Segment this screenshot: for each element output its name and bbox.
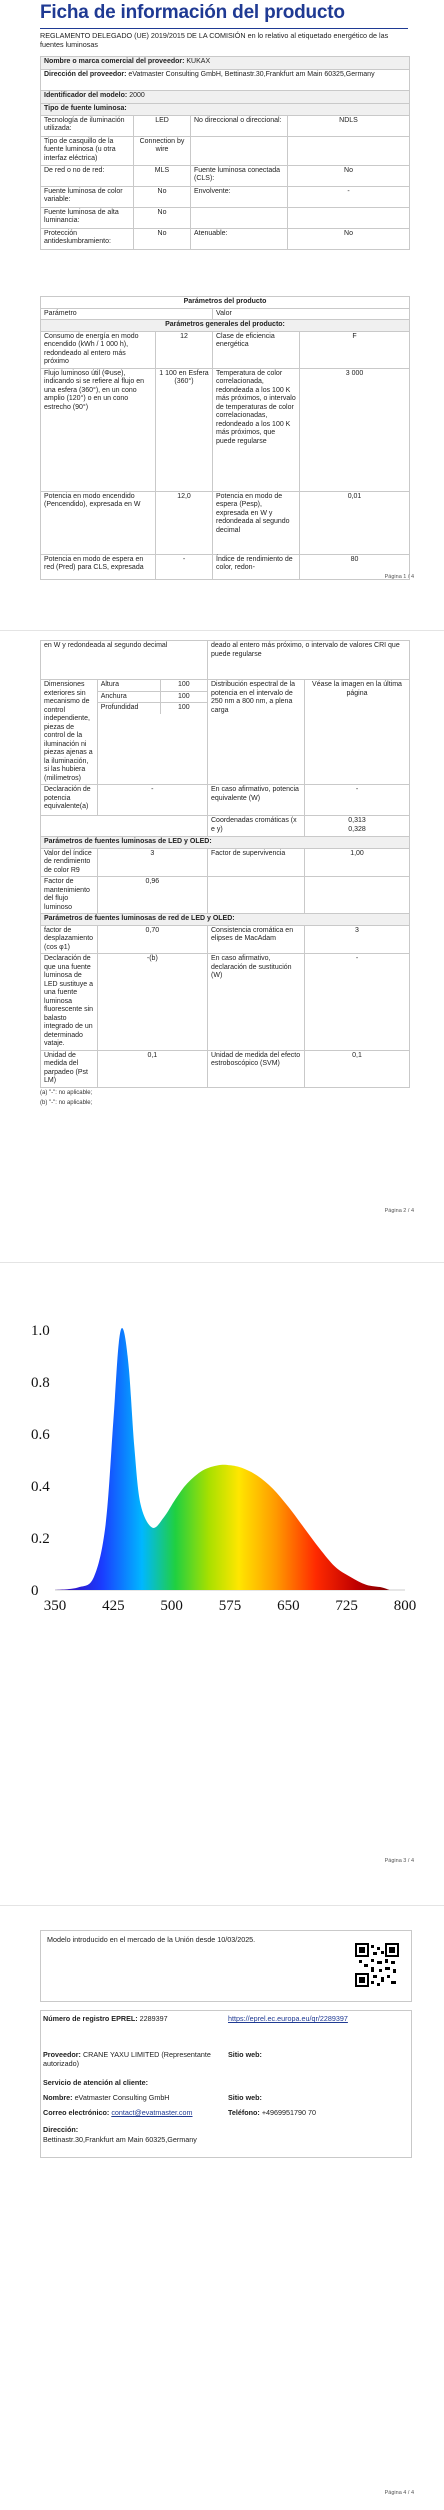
footnote-b: (b) "-": no aplicable; bbox=[40, 1100, 93, 1106]
dim-height-value: 100 bbox=[178, 681, 190, 688]
y-tick-label: 0.8 bbox=[31, 1375, 50, 1391]
mains-row: factor de desplazamiento (cos φ1) 0,70 Consistencia cromática en elipses de MacAdam 3 bbox=[41, 925, 410, 954]
col-value: Valor bbox=[213, 308, 410, 320]
general-row: Flujo luminoso útil (Φuse), indicando si se refiere al flujo en una esfera (360°), en un cono amplio (120°) o en un cono estrecho (90°) 1 100 en Esfera (360°) Temperatura de color correlacionada, redondeada a los 100 K más próximos, o intervalo de temperaturas de color correlacionadas, redondeado a los 100 K más próximos, que puede regularse 3 000 bbox=[41, 368, 410, 491]
email-link[interactable]: contact@evatmaster.com bbox=[111, 2108, 193, 2117]
x-tick-label: 350 bbox=[43, 1598, 67, 1614]
intro-text: Modelo introducido en el mercado de la Unión desde 10/03/2025. bbox=[47, 1935, 256, 1944]
dist-label: Distribución espectral de la potencia en el intervalo de 250 nm a 800 nm, a plena carga bbox=[208, 680, 305, 785]
type-row: Tecnología de iluminación utilizada: LED No direccional o direccional: NDLS bbox=[41, 115, 410, 136]
y-tick-label: 0.6 bbox=[31, 1427, 50, 1443]
general-row: Potencia en modo de espera en red (Pred) para CLS, expresada - Índice de rendimiento de color, redon- 80 bbox=[41, 554, 410, 579]
service-header: Servicio de atención al cliente: bbox=[43, 2078, 149, 2087]
page-separator bbox=[0, 1905, 444, 1906]
dims-label: Dimensiones exteriores sin mecanismo de control independiente, piezas de control de la iluminación ni piezas ajenas a la iluminación, si las hubiera (milímetros) bbox=[44, 681, 93, 782]
x-tick-label: 575 bbox=[218, 1598, 242, 1614]
mains-header: Parámetros de fuentes luminosas de red de LED y OLED: bbox=[41, 914, 410, 926]
eprel-link[interactable]: https://eprel.ec.europa.eu/qr/2289397 bbox=[228, 2014, 348, 2023]
website-label: Sitio web: bbox=[228, 2050, 262, 2059]
type-row: De red o no de red: MLS Fuente luminosa conectada (CLS): No bbox=[41, 165, 410, 186]
address-value: eVatmaster Consulting GmbH, Bettinastr.30,Frankfurt am Main 60325,Germany bbox=[128, 71, 375, 78]
dim-depth-label: Profundidad bbox=[98, 703, 161, 714]
page-2 bbox=[0, 640, 444, 1220]
cont-row: en W y redondeada al segundo decimal deado al entero más próximo, o intervalo de valores CRI que puede regularse bbox=[41, 641, 410, 680]
y-tick-label: 1.0 bbox=[31, 1323, 50, 1339]
led-row: Valor del índice de rendimiento de color R9 3 Factor de supervivencia 1,00 bbox=[41, 848, 410, 877]
page-number: Página 3 / 4 bbox=[384, 1858, 414, 1864]
address-label: Dirección del proveedor: bbox=[44, 71, 127, 78]
x-tick-label: 650 bbox=[277, 1598, 300, 1614]
y-tick-label: 0 bbox=[31, 1583, 39, 1599]
model-value: 2000 bbox=[129, 92, 145, 99]
name-label: Nombre: bbox=[43, 2093, 73, 2102]
page-separator bbox=[0, 1262, 444, 1263]
address-label: Dirección: bbox=[43, 2125, 79, 2134]
address-value: Bettinastr.30,Frankfurt am Main 60325,Germany bbox=[43, 2135, 197, 2144]
provider-label: Proveedor: bbox=[43, 2050, 81, 2059]
page-1 bbox=[0, 0, 444, 585]
general-row: Consumo de energía en modo encendido (kWh / 1 000 h), redondeado al entero más próximo 12 Clase de eficiencia energética F bbox=[41, 331, 410, 368]
led-row: Factor de mantenimiento del flujo luminoso 0,96 bbox=[41, 877, 410, 914]
equiv-row: Declaración de potencia equivalente(a) - En caso afirmativo, potencia equivalente (W) - bbox=[41, 785, 410, 816]
type-header: Tipo de fuente luminosa: bbox=[41, 104, 410, 116]
eprel-label: Número de registro EPREL: bbox=[43, 2014, 138, 2023]
page-number: Página 1 / 4 bbox=[384, 574, 414, 580]
y-tick-label: 0.4 bbox=[31, 1479, 50, 1495]
col-param: Parámetro bbox=[41, 308, 213, 320]
qr-code-icon bbox=[355, 1943, 399, 1987]
model-label: Identificador del modelo: bbox=[44, 92, 128, 99]
spectrum-chart bbox=[0, 1290, 444, 1670]
general-header: Parámetros generales del producto: bbox=[41, 320, 410, 332]
mains-row: Declaración de que una fuente luminosa de LED sustituye a una fuente luminosa fluorescente sin balasto integrado de un determinado vataje. -(b) En caso afirmativo, declaración de sustitución (W) - bbox=[41, 954, 410, 1051]
params-header: Parámetros del producto bbox=[41, 297, 410, 309]
type-row: Tipo de casquillo de la fuente luminosa (u otra interfaz eléctrica) Connection by wire bbox=[41, 136, 410, 165]
x-tick-label: 425 bbox=[102, 1598, 125, 1614]
y-tick-label: 0.2 bbox=[31, 1531, 50, 1547]
brand-value: KUKAX bbox=[186, 58, 211, 65]
dim-height-label: Altura bbox=[98, 680, 161, 691]
regulation-text: REGLAMENTO DELEGADO (UE) 2019/2015 DE LA COMISIÓN en lo relativo al etiquetado energético de las fuentes luminosas bbox=[40, 31, 389, 49]
email-label: Correo electrónico: bbox=[43, 2108, 110, 2117]
website-label-2: Sitio web: bbox=[228, 2093, 262, 2102]
title-underline bbox=[40, 28, 408, 29]
type-row: Fuente luminosa de color variable: No Envolvente: - bbox=[41, 186, 410, 207]
chroma-row: Coordenadas cromáticas (x e y) 0,313 0,328 bbox=[41, 816, 410, 837]
provider-value: CRANE YAXU LIMITED (Representante autorizado) bbox=[43, 2050, 211, 2068]
dim-width-label: Anchura bbox=[98, 692, 161, 703]
general-row: Potencia en modo encendido (Pencendido), expresada en W 12,0 Potencia en modo de espera (Pesp), expresada en W y redondeada al segundo decimal 0,01 bbox=[41, 491, 410, 554]
params-table-cont bbox=[40, 640, 410, 1088]
dim-depth-value: 100 bbox=[178, 704, 190, 711]
page-3 bbox=[0, 1290, 444, 1870]
supplier-table bbox=[40, 56, 410, 250]
eprel-value: 2289397 bbox=[139, 2014, 168, 2023]
spectrum-area bbox=[55, 1328, 389, 1590]
page-separator bbox=[0, 630, 444, 631]
dist-value: Véase la imagen en la última página bbox=[305, 680, 410, 785]
contact-box bbox=[40, 2010, 412, 2158]
led-header: Parámetros de fuentes luminosas de LED y OLED: bbox=[41, 837, 410, 849]
phone-label: Teléfono: bbox=[228, 2108, 260, 2117]
footnote-a: (a) "-": no aplicable; bbox=[40, 1090, 93, 1096]
page-number: Página 2 / 4 bbox=[384, 1208, 414, 1214]
type-row: Fuente luminosa de alta luminancia: No bbox=[41, 207, 410, 228]
phone-value: +4969951790 70 bbox=[261, 2108, 316, 2117]
params-table bbox=[40, 296, 410, 580]
chart-marks bbox=[55, 1328, 389, 1590]
page-number: Página 4 / 4 bbox=[384, 2490, 414, 2496]
brand-label: Nombre o marca comercial del proveedor: bbox=[44, 58, 185, 65]
x-tick-label: 800 bbox=[393, 1598, 417, 1614]
page-title: Ficha de información del producto bbox=[40, 2, 345, 23]
x-tick-label: 500 bbox=[160, 1598, 183, 1614]
page-4 bbox=[0, 1930, 444, 2500]
dims-row bbox=[41, 680, 410, 785]
mains-row: Unidad de medida del parpadeo (Pst LM) 0,1 Unidad de medida del efecto estroboscópico (SVM) 0,1 bbox=[41, 1050, 410, 1087]
intro-box bbox=[40, 1930, 412, 2002]
dim-width-value: 100 bbox=[178, 692, 190, 700]
x-tick-label: 725 bbox=[335, 1598, 358, 1614]
name-value: eVatmaster Consulting GmbH bbox=[74, 2093, 170, 2102]
type-row: Protección antideslumbramiento: No Atenuable: No bbox=[41, 228, 410, 249]
